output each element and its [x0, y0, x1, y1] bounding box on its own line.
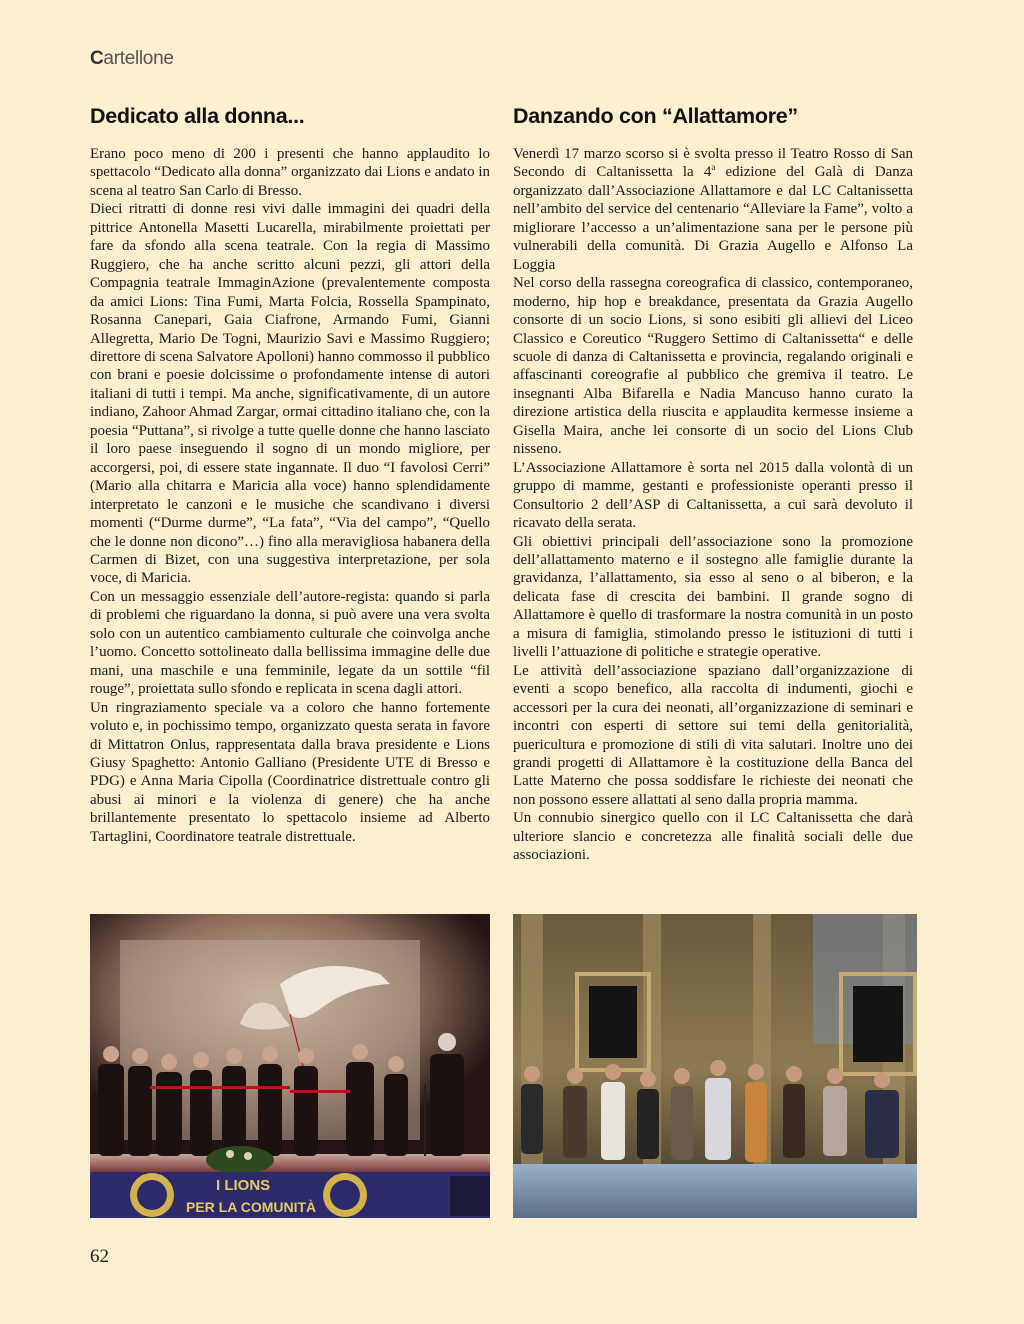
left-paragraph-2: Dieci ritratti di donne resi vivi dalle immagini dei quadri della pittrice Antonella Masetti Lucarella, mirabilmente proiettati per fare da sfondo alla scena teatrale. Con la regia di Massimo Ruggiero, che ha anche scritto alcuni pezzi, gli attori della Compagnia teatrale ImmaginAzione (prevalentemente composta da amici Lions: Tina Fumi, Marta Folcia, Rossella Spampinato, Rosanna Canepari, Gaia Ciafrone, Armando Fumi, Gianni Allegretta, Mario De Togni, Maurizio Savi e Massimo Ruggiero; direttore di scena Salvatore Apolloni) hanno commosso il pubblico con brani e poesie dolcissime o profondamente intense di autori italiani di tutti i tempi. Ma anche, significativamente, di un autore indiano, Zahoor Ahmad Zargar, ormai cittadino italiano che, con la poesia “Puttana”, si rivolge a tutte quelle donne che hanno lasciato il loro paese inseguendo il sogno di un mondo migliore, per accorgersi, poi, di essere state ingannate. Il duo “I favolosi Cerri” (Mario alla chitarra e Maricia alla voce) hanno splendidamente interpretato le canzoni e le musiche che scandivano i diversi momenti (“Durme durme”, “La fata”, “Via del campo”, “Quello che le donne non dicono”…) fino alla meravigliosa habanera della Carmen di Bizet, con una suggestiva interpretazione, per sola voce, di Maricia.: [90, 201, 490, 587]
left-article: [90, 104, 490, 846]
right-paragraph-2: Nel corso della rassegna coreografica di classico, contemporaneo, moderno, hip hop e breakdance, presentata da Grazia Augello consorte di un socio Lions, si sono esibiti gli allievi del Liceo Classico e Coreutico “Ruggero Settimo di Caltanissetta“ e delle scuole di danza di Caltanissetta e provincia, regalando originali e affascinanti coreografie al pubblico che gremiva il teatro. Le insegnanti Alba Bifarella e Nadia Mancuso hanno curato la direzione artistica della riuscita e applaudita kermesse insieme a Gisella Maira, anche lei consorte di un socio del Lions Club nisseno.: [513, 275, 913, 458]
banner-text-line1: I LIONS: [216, 1177, 271, 1194]
right-article-title: Danzando con “Allattamore”: [513, 104, 798, 128]
right-article: [513, 104, 913, 865]
stage-photo-performers: [90, 914, 490, 1218]
right-paragraph-4: Gli obiettivi principali dell’associazione sono la promozione dell’allattamento materno e il sostegno alle famiglie durante la gravidanza, l’allattamento, sia esso al seno o al biberon, e la delicata fase di crescita dei bambini. Il grande sogno di Allattamore è quello di trasformare la nostra comunità in un posto a misura di famiglia, stimolando presso le istituzioni di tutti i livelli l’attuazione di politiche e strategie operative.: [513, 533, 913, 661]
page-number: 62: [90, 1246, 109, 1267]
banner-text-line2: PER LA COMUNITÀ: [186, 1199, 317, 1215]
right-paragraph-intro: Venerdì 17 marzo scorso si è svolta presso il Teatro Rosso di San Secondo di Caltanissetta la 4$^a$ edizione del Galà di Danza organizzato dall’Associazione Allattamore e dal LC Caltanissetta nell’ambito del service del centenario “Alleviare la Fame”, volto a migliorare l’accesso a un’alimentazione sana per le persone più vulnerabili della comunità. Di Grazia Augello e Alfonso La Loggia: [513, 146, 913, 273]
right-paragraph-6: Un connubio sinergico quello con il LC Caltanissetta che darà ulteriore slancio e concretezza alle finalità sociali delle due associazioni.: [513, 810, 913, 864]
right-paragraph-3: L’Associazione Allattamore è sorta nel 2015 dalla volontà di un gruppo di mamme, gestanti e professioniste operanti presso il Consultorio 2 dell’ASP di Caltanissetta, a cui sarà devoluto il ricavato della serata.: [513, 459, 913, 532]
left-paragraph-4: Un ringraziamento speciale va a coloro che hanno fortemente voluto e, in pochissimo tempo, organizzato questa serata in favore di Mittatron Onlus, rappresentata dalla brava presidente e Lions Giusy Spaghetto: Antonio Galliano (Presidente UTE di Bresso e PDG) e Anna Maria Cipolla (Coordinatrice distrettuale contro gli abusi ai minori e la violenza di genere) che ha anche brillantemente presentato lo spettacolo insieme ad Alberto Tartaglini, Coordinatore teatrale distrettuale.: [90, 699, 490, 845]
stage-photo-dancers: [513, 914, 917, 1218]
left-paragraph-3: Con un messaggio essenziale dell’autore-regista: quando si parla di problemi che riguardano la donna, si può avere una vera svolta solo con un autentico cambiamento culturale che coinvolga anche l’uomo. Concetto sottolineato dalla bellissima immagine delle due mani, una maschile e una femminile, legate da un sottile “fil rouge”, proiettata sullo sfondo e replicata in scena dagli attori.: [90, 588, 490, 698]
right-paragraph-5: Le attività dell’associazione spaziano dall’organizzazione di eventi a scopo benefico, alla raccolta di indumenti, giochi e accessori per la cura dei neonati, all’organizzazione di seminari e incontri con esperti di settore sui temi della genitorialità, puericultura e promozione di stili di vita salutari. Inoltre uno dei grandi progetti di Allattamore è la costituzione della Banca del Latte Materno che possa soddisfare le richieste dei neonati che non possono essere allattati al seno dalla propria mamma.: [513, 662, 913, 808]
left-paragraph-1: Erano poco meno di 200 i presenti che hanno applaudito lo spettacolo “Dedicato alla donna” organizzato dai Lions e andato in scena al teatro San Carlo di Bresso.: [90, 146, 490, 199]
left-article-title: Dedicato alla donna...: [90, 104, 305, 128]
section-label: Cartellone: [90, 48, 174, 69]
